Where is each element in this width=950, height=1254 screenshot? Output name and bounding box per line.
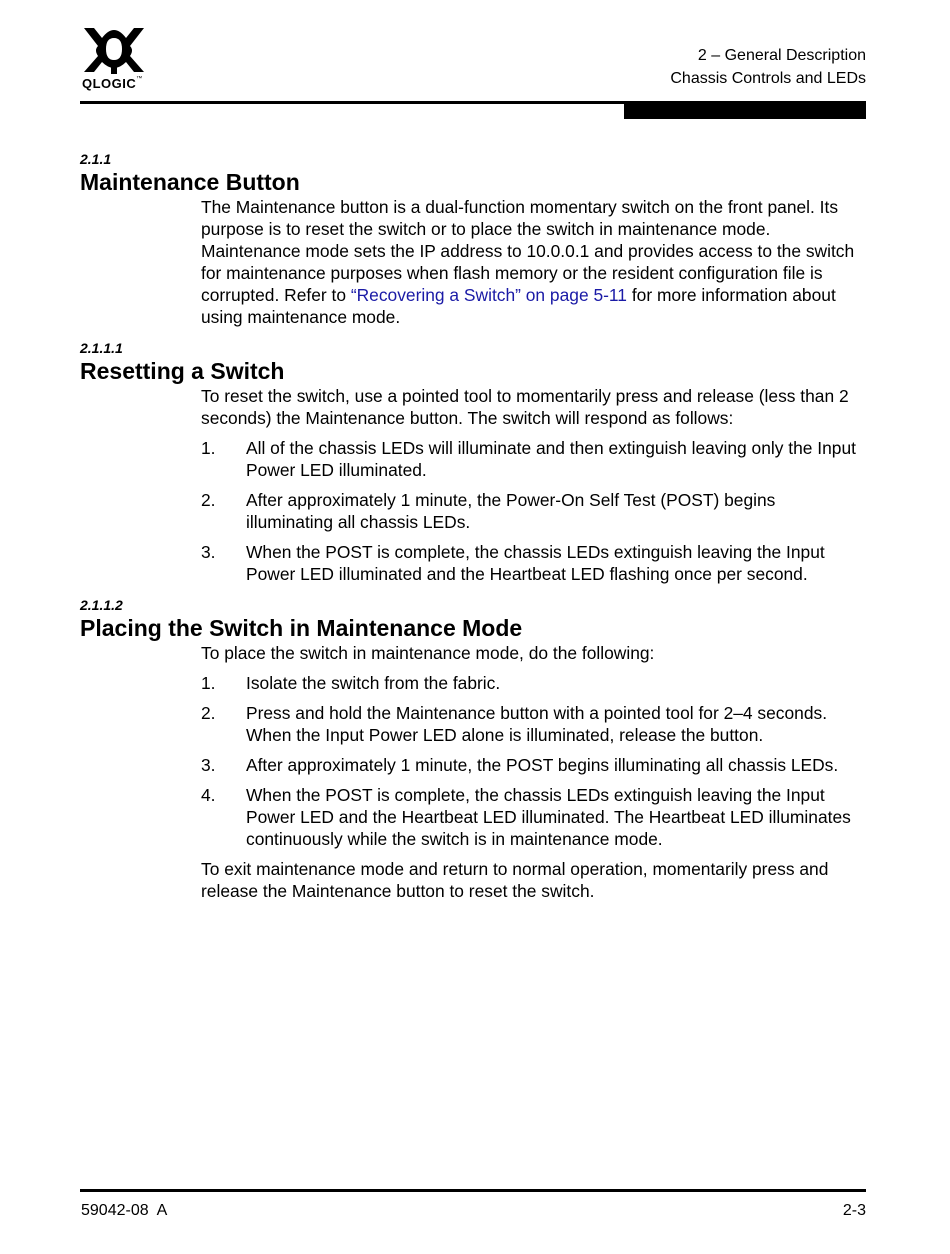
step-number: 3. xyxy=(201,755,216,775)
step-text: When the POST is complete, the chassis LEDs extinguish leaving the Input Power LED illuminated and the Heartbeat LED flashing once per second. xyxy=(246,542,825,584)
footer-doc-number: 59042-08 A xyxy=(81,1202,168,1219)
steps-list xyxy=(201,672,866,850)
step-text: Isolate the switch from the fabric. xyxy=(246,673,501,693)
step-number: 3. xyxy=(201,542,216,562)
steps-list xyxy=(201,437,866,585)
step-number: 4. xyxy=(201,785,216,805)
paragraph-text: The Maintenance button is a dual-function momentary switch on the front panel. Its purpose is to reset the switch or to place the switch in maintenance mode. Maintenance mode sets the IP address to 10.0.0.1 and provides access to the switch for maintenance purposes when flash memory or the resident configuration file is corrupted. Refer to xyxy=(201,197,855,305)
section-intro: To reset the switch, use a pointed tool to momentarily press and release (less than 2 seconds) the Maintenance button. The switch will respond as follows: xyxy=(201,386,849,428)
step-text: Press and hold the Maintenance button with a pointed tool for 2–4 seconds. When the Input Power LED alone is illuminated, release the button. xyxy=(246,703,828,745)
logo-wordmark: QLOGIC™ xyxy=(82,76,143,91)
cross-reference-link[interactable]: “Recovering a Switch” on page 5-11 xyxy=(350,285,627,305)
step-text: After approximately 1 minute, the POST begins illuminating all chassis LEDs. xyxy=(246,755,839,775)
section-title: Resetting a Switch xyxy=(80,358,285,384)
section-resetting-switch xyxy=(80,339,866,585)
running-header xyxy=(670,44,866,90)
section-maintenance-mode xyxy=(80,596,866,902)
section-number: 2.1.1.1 xyxy=(80,340,123,356)
list-item xyxy=(201,672,866,694)
section-number: 2.1.1.2 xyxy=(80,597,123,613)
step-number: 2. xyxy=(201,490,216,510)
section-intro: To place the switch in maintenance mode, do the following: xyxy=(201,643,655,663)
section-number: 2.1.1 xyxy=(80,151,112,167)
footer-rule xyxy=(80,1189,866,1192)
step-text: All of the chassis LEDs will illuminate and then extinguish leaving only the Input Power LED illuminated. xyxy=(246,438,856,480)
list-item xyxy=(201,541,866,585)
step-number: 1. xyxy=(201,673,216,693)
header-chapter: 2 – General Description xyxy=(697,47,866,64)
step-text: After approximately 1 minute, the Power-On Self Test (POST) begins illuminating all chassis LEDs. xyxy=(246,490,776,532)
section-outro: To exit maintenance mode and return to normal operation, momentarily press and release the Maintenance button to reset the switch. xyxy=(201,859,829,901)
list-item xyxy=(201,437,866,481)
step-text: When the POST is complete, the chassis LEDs extinguish leaving the Input Power LED and the Heartbeat LED illuminated. The Heartbeat LED illuminates continuously while the switch is in maintenance mode. xyxy=(246,785,851,849)
list-item xyxy=(201,754,866,776)
step-number: 1. xyxy=(201,438,216,458)
list-item xyxy=(201,489,866,533)
section-title: Maintenance Button xyxy=(80,169,300,195)
footer-page-number: 2-3 xyxy=(842,1202,866,1219)
header-section: Chassis Controls and LEDs xyxy=(670,70,866,87)
list-item xyxy=(201,702,866,746)
step-number: 2. xyxy=(201,703,216,723)
page-content xyxy=(80,150,866,902)
section-maintenance-button xyxy=(80,150,866,328)
list-item xyxy=(201,784,866,850)
section-title: Placing the Switch in Maintenance Mode xyxy=(80,615,523,641)
section-paragraph xyxy=(201,196,866,328)
header-rule-block xyxy=(624,104,866,119)
paragraph-text: for more information about using maintenance mode. xyxy=(201,285,836,327)
